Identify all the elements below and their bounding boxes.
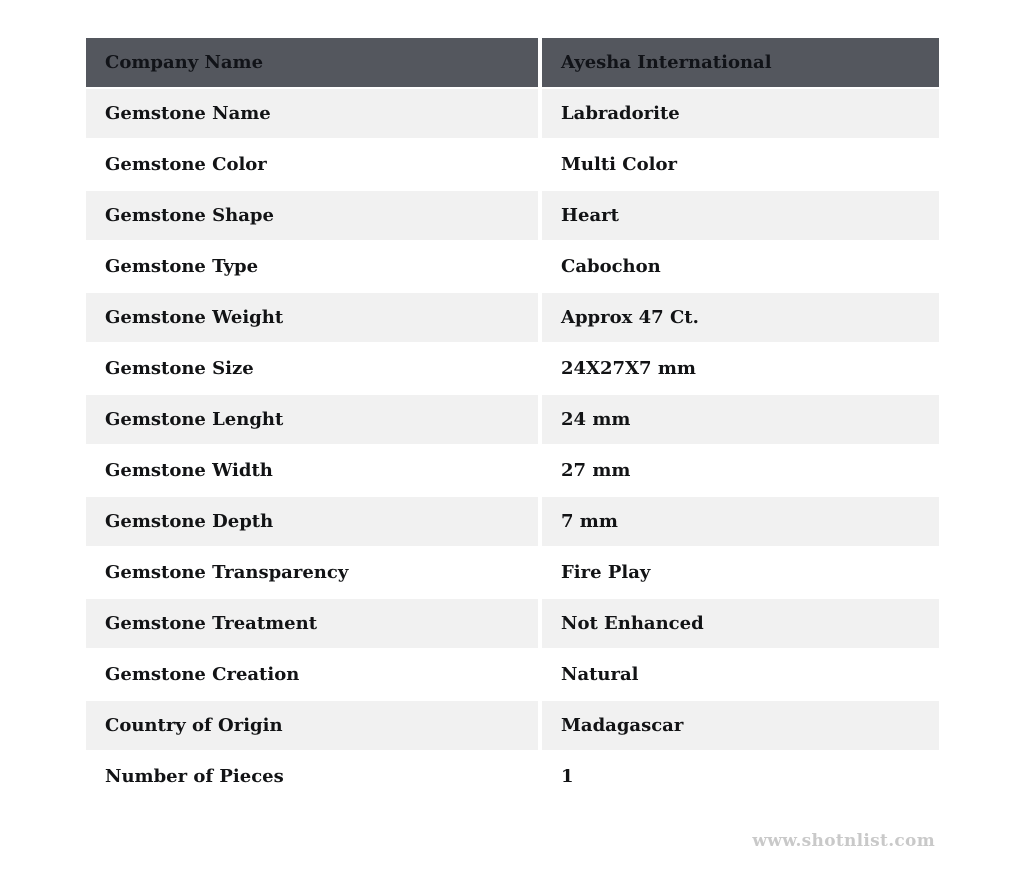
table-row xyxy=(84,547,941,598)
row-value: Madagascar xyxy=(540,700,941,751)
row-value: Approx 47 Ct. xyxy=(540,292,941,343)
row-label: Gemstone Type xyxy=(84,241,540,292)
table-row xyxy=(84,139,941,190)
table-row xyxy=(84,292,941,343)
table-row xyxy=(84,394,941,445)
table-row xyxy=(84,700,941,751)
watermark-text: www.shotnlist.com xyxy=(752,831,935,851)
row-label: Gemstone Shape xyxy=(84,190,540,241)
table-row xyxy=(84,88,941,139)
table-row xyxy=(84,190,941,241)
row-label: Number of Pieces xyxy=(84,751,540,802)
table-row xyxy=(84,241,941,292)
table-row xyxy=(84,343,941,394)
table-row xyxy=(84,598,941,649)
row-label: Gemstone Weight xyxy=(84,292,540,343)
table-row xyxy=(84,649,941,700)
row-value: 7 mm xyxy=(540,496,941,547)
row-label: Gemstone Color xyxy=(84,139,540,190)
table-header-row xyxy=(84,37,941,88)
row-label: Gemstone Width xyxy=(84,445,540,496)
header-label-cell: Company Name xyxy=(84,37,540,88)
row-value: Natural xyxy=(540,649,941,700)
row-value: Cabochon xyxy=(540,241,941,292)
row-label: Gemstone Name xyxy=(84,88,540,139)
row-value: 1 xyxy=(540,751,941,802)
row-label: Country of Origin xyxy=(84,700,540,751)
table-body xyxy=(84,88,941,802)
row-value: Not Enhanced xyxy=(540,598,941,649)
table-row xyxy=(84,751,941,802)
row-value: Labradorite xyxy=(540,88,941,139)
table-header xyxy=(84,37,941,88)
row-label: Gemstone Size xyxy=(84,343,540,394)
row-value: Heart xyxy=(540,190,941,241)
header-value-cell: Ayesha International xyxy=(540,37,941,88)
row-label: Gemstone Lenght xyxy=(84,394,540,445)
table-row xyxy=(84,445,941,496)
gemstone-spec-table xyxy=(84,37,941,802)
row-value: Multi Color xyxy=(540,139,941,190)
row-value: 27 mm xyxy=(540,445,941,496)
row-value: 24X27X7 mm xyxy=(540,343,941,394)
row-label: Gemstone Treatment xyxy=(84,598,540,649)
row-label: Gemstone Depth xyxy=(84,496,540,547)
row-value: Fire Play xyxy=(540,547,941,598)
table-row xyxy=(84,496,941,547)
row-label: Gemstone Transparency xyxy=(84,547,540,598)
gemstone-spec-table-container xyxy=(84,37,941,802)
row-value: 24 mm xyxy=(540,394,941,445)
row-label: Gemstone Creation xyxy=(84,649,540,700)
